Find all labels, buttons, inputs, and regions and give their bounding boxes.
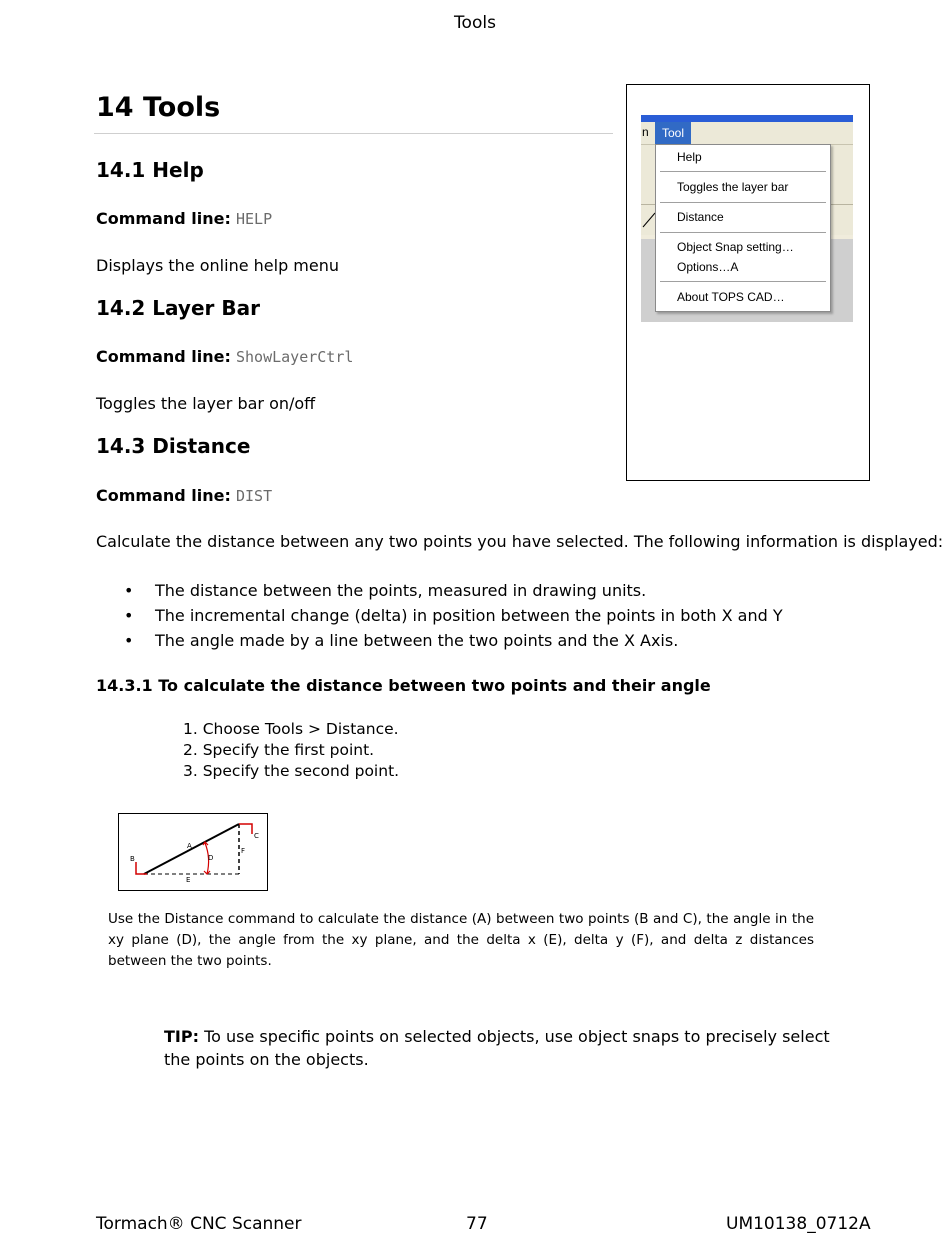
tip-label: TIP: [164,1027,199,1046]
chapter-title: 14 Tools [96,92,221,123]
menu-screenshot-frame [626,84,870,481]
command-line-layer-bar [96,347,353,366]
command-line-distance [96,486,272,505]
menu-item-object-snap-setting[interactable]: Object Snap setting… [677,240,794,254]
section-description-distance: Calculate the distance between any two points you have selected. The following information is displayed: [96,532,944,551]
tip-note [164,1025,854,1071]
subsection-heading: 14.3.1 To calculate the distance between two points and their angle [96,676,711,695]
section-description-help: Displays the online help menu [96,256,340,275]
list-item: • The incremental change (delta) in position between the points in both X and Y [124,603,783,628]
steps-list [183,719,399,782]
list-item: 1. Choose Tools > Distance. [183,720,399,738]
menu-screenshot [641,115,853,322]
menu-item-about[interactable]: About TOPS CAD… [677,290,785,304]
footer-product: Tormach® CNC Scanner [96,1214,302,1234]
diagram-label-b: B [130,855,135,863]
list-item: • The angle made by a line between the two points and the X Axis. [124,628,783,653]
menu-separator [660,281,826,282]
menu-item-help[interactable]: Help [677,150,702,164]
list-item: • The distance between the points, measured in drawing units. [124,578,783,603]
command-line-help [96,209,272,228]
section-description-layer-bar: Toggles the layer bar on/off [96,394,316,413]
tip-text: To use specific points on selected objects, use object snaps to precisely select the points on the objects. [164,1027,830,1069]
distance-diagram [118,813,268,891]
diagram-label-a: A [187,842,192,850]
diagram-label-d: D [208,854,214,862]
running-header: Tools [454,13,496,33]
section-heading-layer-bar: 14.2 Layer Bar [96,296,260,320]
tool-dropdown-menu [655,144,831,312]
distance-info-list [124,578,783,653]
point-marker-c-icon [239,824,252,834]
section-heading-distance: 14.3 Distance [96,434,251,458]
window-titlebar [641,115,853,122]
command-line-label: Command line: [96,209,231,228]
section-heading-help: 14.1 Help [96,158,204,182]
menu-item-distance[interactable]: Distance [677,210,724,224]
menu-separator [660,202,826,203]
diagram-label-e: E [186,876,191,884]
diagram-label-c: C [254,832,259,840]
diagram-label-f: F [241,847,246,855]
distance-diagram-svg [119,814,267,890]
chapter-title-rule [94,133,613,134]
menubar-item-tool[interactable]: Tool [655,122,691,144]
menu-item-toggle-layer-bar[interactable]: Toggles the layer bar [677,180,789,194]
menubar-item-partial[interactable]: n [642,125,649,139]
command-line-label: Command line: [96,486,231,505]
menu-separator [660,171,826,172]
diagram-caption: Use the Distance command to calculate the distance (A) between two points (B and C), the angle in the xy plane (D), the angle from the xy plane, and the delta x (E), delta y (F), and delta z distances between the two points. [108,911,814,969]
command-name: DIST [236,487,273,505]
footer-page-number: 77 [466,1214,488,1234]
footer-doc-id: UM10138_0712A [726,1214,871,1234]
command-line-label: Command line: [96,347,231,366]
list-item: 2. Specify the first point. [183,741,375,759]
menu-item-options[interactable]: Options…A [677,260,739,274]
command-name: HELP [236,210,273,228]
command-name: ShowLayerCtrl [236,348,354,366]
menu-separator [660,232,826,233]
list-item: 3. Specify the second point. [183,762,400,780]
